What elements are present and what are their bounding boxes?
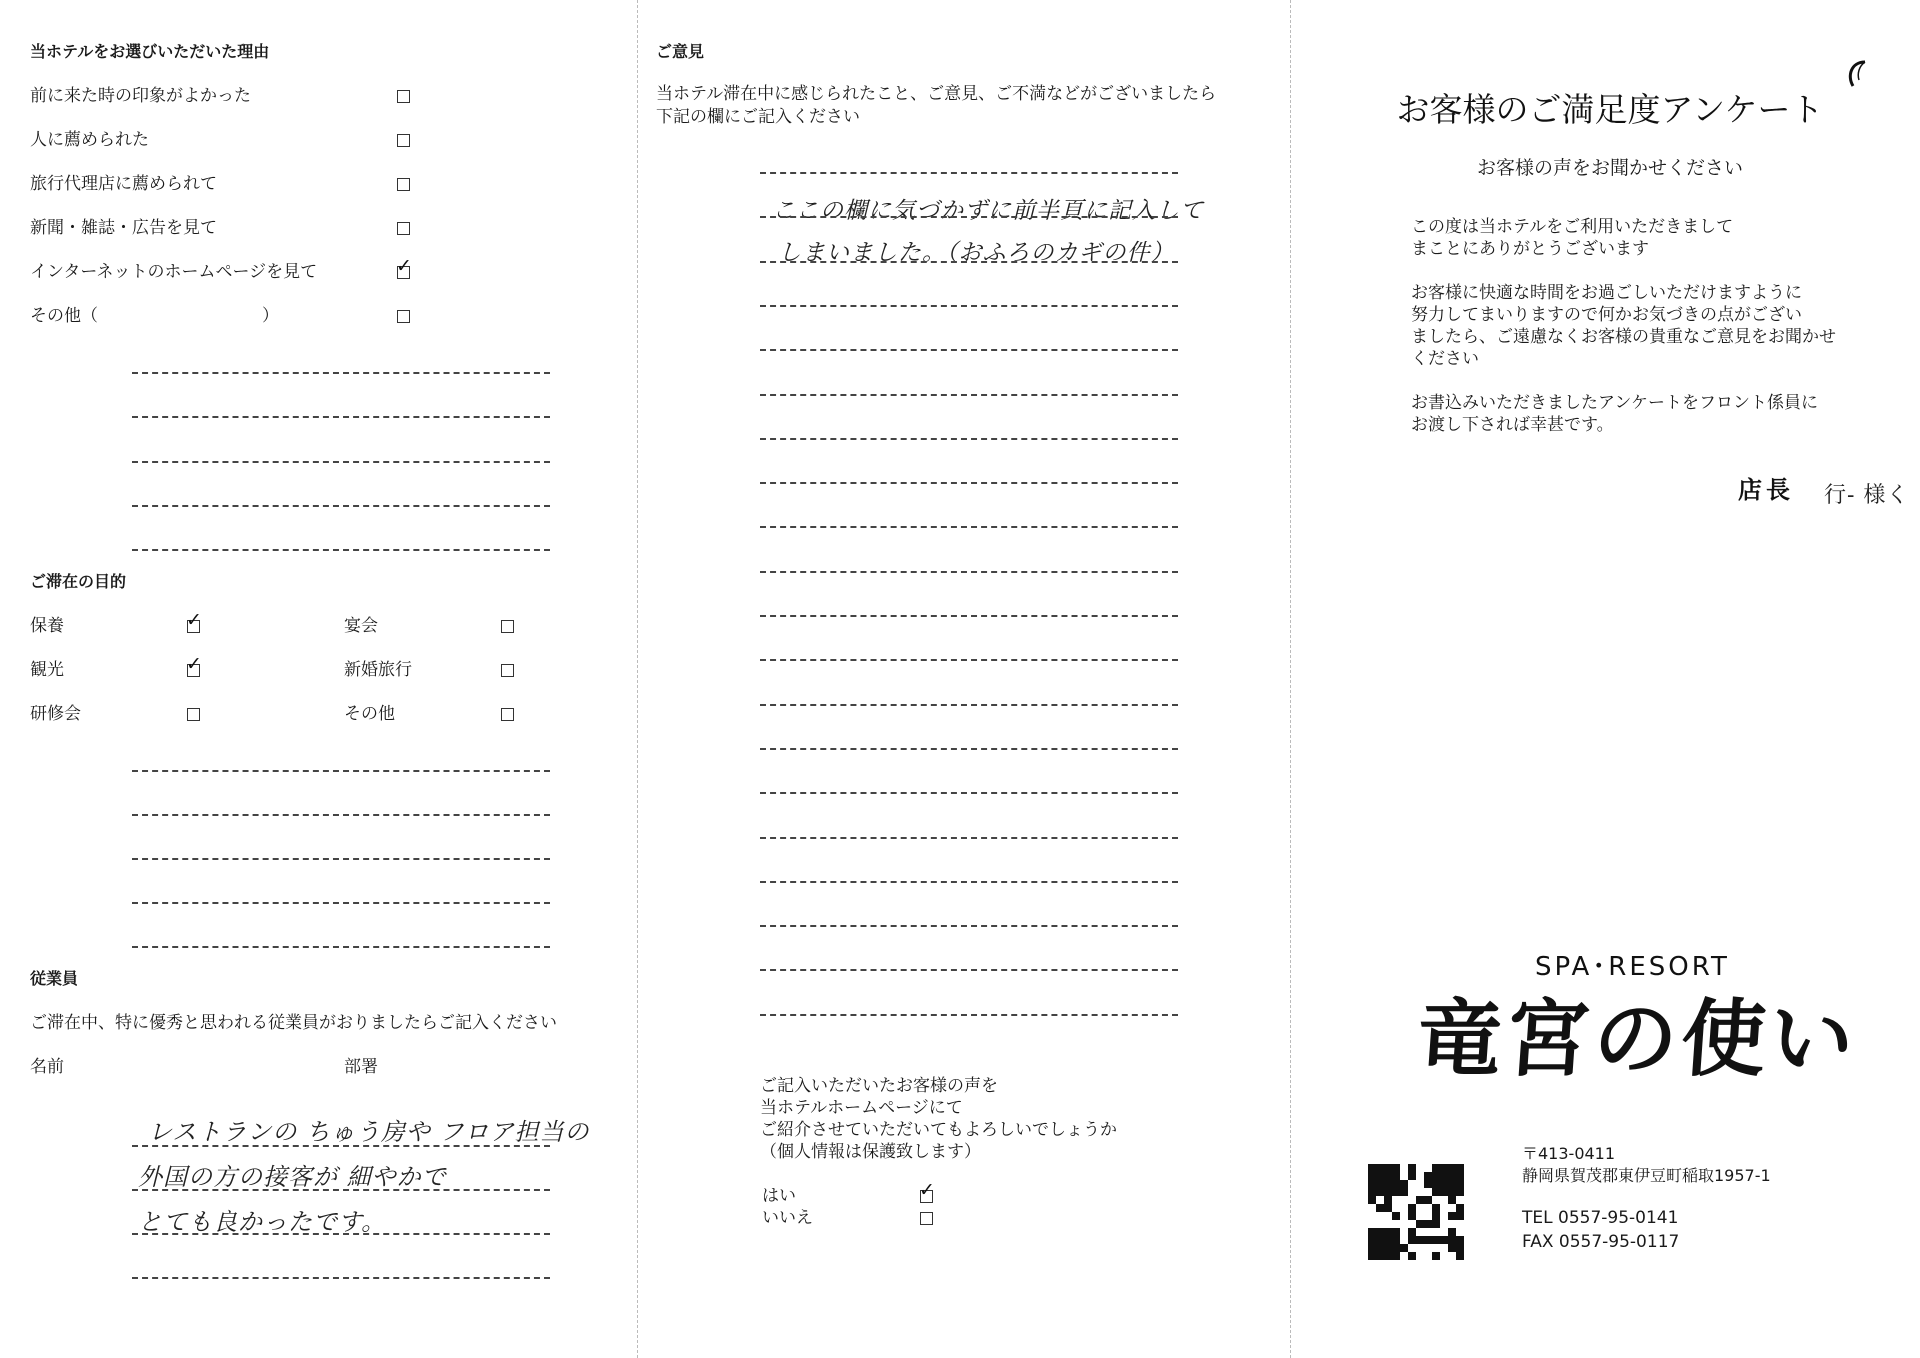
write-line[interactable] xyxy=(760,748,1178,750)
reason-item-label: 旅行代理店に薦められて xyxy=(30,174,217,194)
consent-no-label: いいえ xyxy=(762,1208,813,1228)
write-line[interactable] xyxy=(760,792,1178,794)
reason-item-label: 前に来た時の印象がよかった xyxy=(30,86,251,106)
write-line[interactable] xyxy=(760,216,1178,218)
purpose-item-label: その他 xyxy=(344,704,395,724)
purpose-item-label: 保養 xyxy=(30,616,64,636)
write-line[interactable] xyxy=(760,482,1178,484)
cover-paragraph-line: 努力してまいりますので何かお気づきの点がござい xyxy=(1411,305,1802,325)
write-line[interactable] xyxy=(132,505,550,507)
reason-item-label: 新聞・雑誌・広告を見て xyxy=(30,218,217,238)
cover-title: お客様のご満足度アンケート xyxy=(1396,90,1824,129)
write-line[interactable] xyxy=(132,1145,550,1147)
reason-other-close: ） xyxy=(262,306,279,326)
check-mark-icon: ✓ xyxy=(396,255,412,277)
write-line[interactable] xyxy=(132,1189,550,1191)
write-line[interactable] xyxy=(132,1277,550,1279)
check-mark-icon: ✓ xyxy=(919,1179,935,1201)
staff-handwriting-line: 外国の方の接客が 細やかで xyxy=(138,1163,447,1191)
cover-paragraph-line: お書込みいただきましたアンケートをフロント係員に xyxy=(1411,393,1818,413)
write-line[interactable] xyxy=(132,1233,550,1235)
reason-item-label: 人に薦められた xyxy=(30,130,149,150)
write-line[interactable] xyxy=(760,1014,1178,1016)
opinion-handwriting-line: しまいました。（おふろのカギの件） xyxy=(778,240,1175,266)
write-line[interactable] xyxy=(760,571,1178,573)
purpose-checkbox[interactable] xyxy=(501,664,514,677)
write-line[interactable] xyxy=(760,881,1178,883)
purpose-checkbox[interactable] xyxy=(501,708,514,721)
consent-yes-label: はい xyxy=(762,1186,796,1206)
cover-addressee: 店長 xyxy=(1738,475,1794,504)
consent-line: （個人情報は保護致します） xyxy=(760,1142,981,1162)
purpose-item-label: 新婚旅行 xyxy=(344,660,412,680)
staff-handwriting-line: とても良かったです。 xyxy=(138,1208,387,1236)
reason-checkbox[interactable] xyxy=(397,90,410,103)
write-line[interactable] xyxy=(760,969,1178,971)
staff-handwriting-line: レストランの ちゅう房や フロア担当の xyxy=(148,1118,590,1146)
write-line[interactable] xyxy=(132,902,550,904)
write-line[interactable] xyxy=(132,549,550,551)
purpose-item-label: 宴会 xyxy=(344,616,378,636)
fax: FAX 0557-95-0117 xyxy=(1522,1232,1680,1252)
reasons-heading: 当ホテルをお選びいただいた理由 xyxy=(30,42,270,61)
write-line[interactable] xyxy=(132,946,550,948)
consent-line: ご紹介させていただいてもよろしいでしょうか xyxy=(760,1120,1117,1140)
opinion-instruction: 下記の欄にご記入ください xyxy=(656,107,860,127)
tel: TEL 0557-95-0141 xyxy=(1522,1208,1679,1228)
write-line[interactable] xyxy=(132,858,550,860)
write-line[interactable] xyxy=(760,526,1178,528)
purpose-item-label: 観光 xyxy=(30,660,64,680)
opinion-instruction: 当ホテル滞在中に感じられたこと、ご意見、ご不満などがございましたら xyxy=(656,84,1217,104)
staff-dept-label: 部署 xyxy=(344,1057,378,1077)
purpose-item-label: 研修会 xyxy=(30,704,81,724)
write-line[interactable] xyxy=(760,394,1178,396)
staff-name-label: 名前 xyxy=(30,1057,64,1077)
write-line[interactable] xyxy=(760,305,1178,307)
write-line[interactable] xyxy=(760,261,1178,263)
reason-item-label: その他（ xyxy=(30,306,98,326)
brand-logo: 竜宮の使い xyxy=(1414,989,1862,1088)
write-line[interactable] xyxy=(760,615,1178,617)
cover-paragraph-line: この度は当ホテルをご利用いただきまして xyxy=(1411,217,1734,237)
cover-paragraph-line: まことにありがとうございます xyxy=(1411,239,1649,259)
consent-no-checkbox[interactable] xyxy=(920,1212,933,1225)
reason-checkbox[interactable] xyxy=(397,310,410,323)
write-line[interactable] xyxy=(132,416,550,418)
write-line[interactable] xyxy=(760,925,1178,927)
write-line[interactable] xyxy=(760,837,1178,839)
write-line[interactable] xyxy=(132,814,550,816)
reason-checkbox[interactable] xyxy=(397,178,410,191)
consent-line: ご記入いただいたお客様の声を xyxy=(760,1076,998,1096)
write-line[interactable] xyxy=(760,659,1178,661)
write-line[interactable] xyxy=(760,172,1178,174)
purpose-checkbox[interactable] xyxy=(501,620,514,633)
address: 静岡県賀茂郡東伊豆町稲取1957-1 xyxy=(1522,1166,1771,1185)
opinion-heading: ご意見 xyxy=(656,42,705,61)
brand-top: SPA･RESORT xyxy=(1535,952,1730,982)
opinion-handwriting-line: ここの欄に気づかずに前半頁に記入して xyxy=(772,198,1204,224)
cover-subtitle: お客様の声をお聞かせください xyxy=(1476,157,1743,179)
staff-instruction: ご滞在中、特に優秀と思われる従業員がおりましたらご記入ください xyxy=(30,1013,557,1033)
reason-item-label: インターネットのホームページを見て xyxy=(30,262,318,282)
purpose-checkbox-checked[interactable] xyxy=(186,609,202,633)
purpose-checkbox-checked[interactable] xyxy=(186,653,202,677)
fold-line-right xyxy=(1290,0,1291,1358)
purpose-heading: ご滞在の目的 xyxy=(30,572,127,591)
consent-yes-checkbox-checked[interactable] xyxy=(919,1179,935,1203)
cover-paragraph-line: お客様に快適な時間をお過ごしいただけますように xyxy=(1411,283,1802,303)
write-line[interactable] xyxy=(132,372,550,374)
cover-paragraph-line: ください xyxy=(1411,349,1479,369)
qr-code-icon xyxy=(1368,1164,1464,1260)
reason-checkbox[interactable] xyxy=(397,134,410,147)
consent-line: 当ホテルホームページにて xyxy=(760,1098,963,1118)
cover-addressee-handwritten: 行- 様く xyxy=(1824,483,1910,508)
write-line[interactable] xyxy=(760,438,1178,440)
postal-code: 〒413-0411 xyxy=(1522,1144,1616,1163)
check-mark-icon: ✓ xyxy=(186,653,202,675)
cover-paragraph-line: お渡し下されば幸甚です。 xyxy=(1411,415,1614,435)
write-line[interactable] xyxy=(132,770,550,772)
cover-paragraph-line: ましたら、ご遠慮なくお客様の貴重なご意見をお聞かせ xyxy=(1411,327,1836,347)
reason-checkbox-checked[interactable] xyxy=(396,255,412,279)
write-line[interactable] xyxy=(760,349,1178,351)
check-mark-icon: ✓ xyxy=(186,609,202,631)
reason-checkbox[interactable] xyxy=(397,222,410,235)
staff-heading: 従業員 xyxy=(30,969,79,988)
write-line[interactable] xyxy=(132,461,550,463)
fold-line-left xyxy=(637,0,638,1358)
write-line[interactable] xyxy=(760,704,1178,706)
purpose-checkbox[interactable] xyxy=(187,708,200,721)
